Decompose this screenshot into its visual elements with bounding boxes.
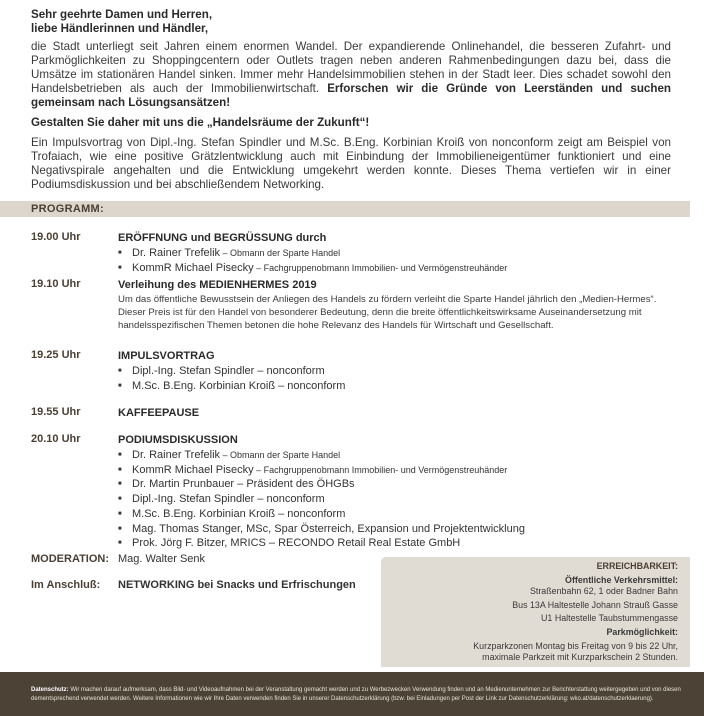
parking-title: Parkmöglichkeit: [606,626,678,637]
speaker-item: ■ Dr. Martin Prunbauer – Präsident des ÖHGBs [118,477,678,492]
program-title: KAFFEEPAUSE [118,407,200,419]
speaker-item: ■ KommR Michael Pisecky – Fachgruppenobmann Immobilien- und Vermögenstreuhänder [118,261,678,276]
program-title: IMPULSVORTRAG [118,350,215,362]
transit-title: Öffentliche Verkehrsmittel: [565,574,678,585]
moderation-label: MODERATION: [31,553,110,565]
speaker-item: ■ M.Sc. B.Eng. Korbinian Kroiß – nonconform [118,379,678,394]
speaker-item: ■ Dipl.-Ing. Stefan Spindler – nonconform [118,364,678,379]
anschluss-label: Im Anschluß: [31,579,101,591]
program-description: Um das öffentliche Bewusstsein der Anliegen des Handels zu fördern verleiht die Sparte Handel jährlich den „Medien-Hermes“. Dieser Preis ist für den Handel von besonderer Bedeutung, denn die breite öffentlichkeitswirksame Auseinandersetzung mit handelsspezifischen Themen betonen die hohe Relevanz des Handels für Wirtschaft und Gesellschaft. [118,294,657,331]
intro-paragraph-3: Ein Impulsvortrag von Dipl.-Ing. Stefan Spindler und M.Sc. B.Eng. Korbinian Kroiß von nonconform zeigt am Beispiel von Trofaiach, wie eine positive Grätzlentwicklung auch mit Einbindung der Immobilieneigentümer funktioniert und eine Negativspirale angehalten und die Entwicklung umgekehrt werden konnte. Dieses Thema vertiefen wir in einer Podiumsdiskussion und bei abschließendem Networking. [31,136,671,191]
transit-line: Straßenbahn 62, 1 oder Badner Bahn [529,586,678,597]
privacy-footer [0,672,704,716]
transit-line: U1 Haltestelle Taubstummengasse [541,613,678,624]
privacy-text: Datenschutz: Wir machen darauf aufmerksam, dass Bild- und Videoaufnahmen bei der Veranstaltung gemacht werden und zu Werbezwecken Verwendung finden und an Medienunternehmen zur Berichterstattung weitergegeben und von diesen dementsprechend verwendet werden. Weitere Informationen wie wir Ihre Daten verwenden finden Sie in unserer Datenschutzerklärung (bzw. bei Einladungen per Post der Link zur Datenschutzerklärung: wko.at/datenschutzerklaerung). [31,687,681,702]
program-title: ERÖFFNUNG und BEGRÜSSUNG durch [118,232,327,244]
reach-title: ERREICHBARKEIT: [596,561,678,571]
intro-paragraph-1: die Stadt unterliegt seit Jahren einem enormen Wandel. Der expandierende Onlinehandel, die besseren Zufahrt- und Parkmöglichkeiten zu Shoppingcentern oder Outlets tragen neben anderen Rahmenbedingungen dazu bei, dass die Umsätze im stationären Handel sinken. Immer mehr Handelsimmobilien stehen in der Stadt leer. Dies schadet sowohl den Handelsbetrieben als auch der Immobilienwirtschaft. Erforschen wir die Gründe von Leerständen und suchen gemeinsam nach Lösungsansätzen! [31,40,671,109]
parking-line: maximale Parkzeit mit Kurzparkschein 2 Stunden. [482,652,678,663]
parking-line: Kurzparkzonen Montag bis Freitag von 9 bis 22 Uhr, [473,640,678,651]
speaker-item: ■ Prok. Jörg F. Bitzer, MRICS – RECONDO Retail Real Estate GmbH [118,536,678,551]
moderation-value: Mag. Walter Senk [118,553,206,565]
program-header-bar [0,201,690,217]
program-time: 19.00 Uhr [31,231,81,243]
speaker-item: ■ KommR Michael Pisecky – Fachgruppenobmann Immobilien- und Vermögenstreuhänder [118,463,678,478]
program-time: 19.55 Uhr [31,406,81,418]
program-time: 20.10 Uhr [31,433,81,445]
speaker-item: ■ Dr. Rainer Trefelik – Obmann der Sparte Handel [118,246,678,261]
reachability-box [381,557,690,667]
program-title: Verleihung des MEDIENHERMES 2019 [118,279,317,291]
program-time: 19.25 Uhr [31,349,81,361]
intro-text [31,8,671,198]
speaker-item: ■ Dr. Rainer Trefelik – Obmann der Sparte Handel [118,448,678,463]
anschluss-value: NETWORKING bei Snacks und Erfrischungen [118,579,356,591]
speaker-item: ■ M.Sc. B.Eng. Korbinian Kroiß – nonconform [118,507,678,522]
program-time: 19.10 Uhr [31,278,81,290]
intro-paragraph-2: Gestalten Sie daher mit uns die „Handelsräume der Zukunft“! [31,116,370,129]
speaker-item: ■ Mag. Thomas Stanger, MSc, Spar Österreich, Expansion und Projektentwicklung [118,522,678,537]
speaker-item: ■ Dipl.-Ing. Stefan Spindler – nonconform [118,492,678,507]
transit-line: Bus 13A Haltestelle Johann Strauß Gasse [512,599,678,610]
program-title: PODIUMSDISKUSSION [118,434,238,446]
greeting: Sehr geehrte Damen und Herren, liebe Händlerinnen und Händler, [31,8,213,35]
program-label: PROGRAMM: [31,203,104,215]
